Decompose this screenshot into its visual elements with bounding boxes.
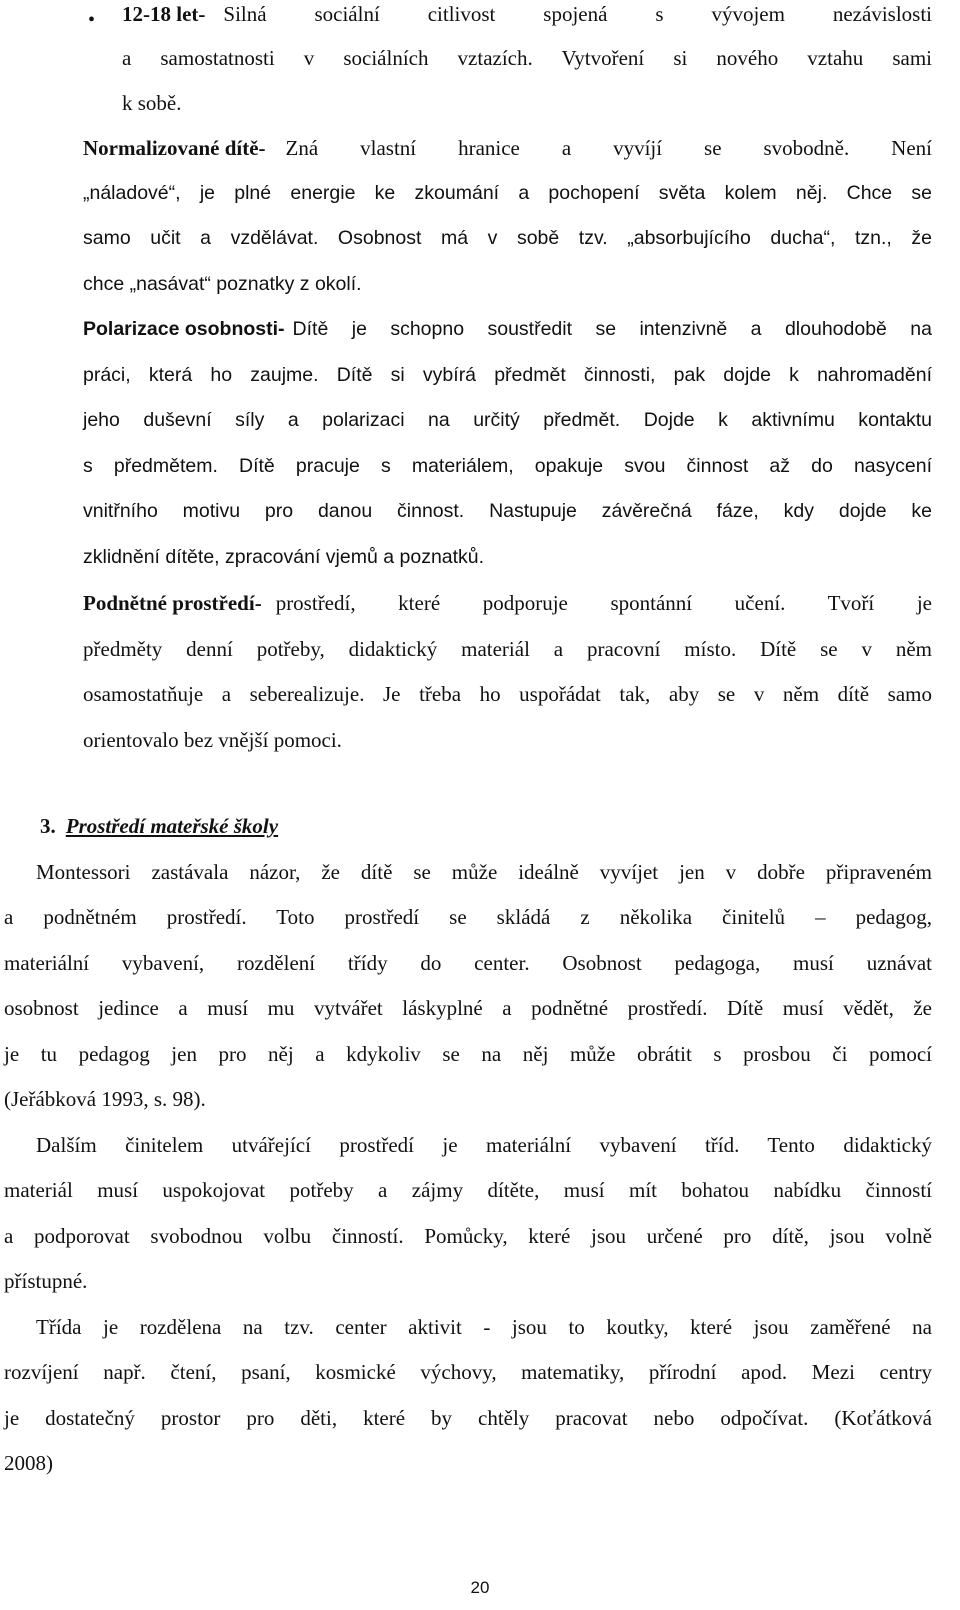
normalized-line-2: „náladové“, je plné energie ke zkoumání a pochopení světa kolem něj. Chce se [83, 182, 932, 204]
bullet-line-3: k sobě. [122, 91, 182, 115]
paragraph-1-line-3: materiální vybavení, rozdělení třídy do center. Osobnost pedagoga, musí uznávat [4, 951, 932, 975]
bullet-line-2: a samostatnosti v sociálních vztazích. Vytvoření si nového vztahu sami [122, 46, 932, 70]
environment-line-2: předměty denní potřeby, didaktický materiál a pracovní místo. Dítě se v něm [83, 637, 932, 661]
paragraph-2-line-1: Dalším činitelem utvářející prostředí je materiální vybavení tříd. Tento didaktický [36, 1133, 932, 1157]
environment-line-1 [83, 593, 932, 614]
bullet-line-1 [122, 4, 932, 25]
bullet-label: 12-18 let- [122, 2, 206, 26]
normalized-line-3: samo učit a vzdělávat. Osobnost má v sobě tzv. „absorbujícího ducha“, tzn., že [83, 227, 932, 249]
polarization-line-2: práci, která ho zaujme. Dítě si vybírá předmět činnosti, pak dojde k nahromadění [83, 364, 932, 386]
polarization-label: Polarizace osobnosti- [83, 318, 285, 340]
page-number: 20 [470, 1578, 490, 1597]
paragraph-1-line-5: je tu pedagog jen pro něj a kdykoliv se na něj může obrátit s prosbou či pomocí [4, 1042, 932, 1066]
section-number: 3. [40, 814, 56, 838]
paragraph-3-line-4: 2008) [4, 1451, 53, 1475]
environment-line-3: osamostatňuje a seberealizuje. Je třeba ho uspořádat tak, aby se v něm dítě samo [83, 682, 932, 706]
polarization-text-1: Dítě je schopno soustředit se intenzivně a dlouhodobě na [292, 318, 932, 340]
bullet-text-1: Silná sociální citlivost spojená s vývojem nezávislosti [223, 2, 932, 26]
normalized-line-4: chce „nasávat“ poznatky z okolí. [83, 273, 362, 295]
section-title: Prostředí mateřské školy [65, 814, 279, 838]
paragraph-1-line-1: Montessori zastávala názor, že dítě se může ideálně vyvíjet jen v dobře připraveném [36, 860, 932, 884]
paragraph-3-line-1: Třída je rozdělena na tzv. center aktivit - jsou to koutky, které jsou zaměřené na [36, 1315, 932, 1339]
paragraph-2-line-2: materiál musí uspokojovat potřeby a zájmy dítěte, musí mít bohatou nabídku činností [4, 1178, 932, 1202]
polarization-line-6: zklidnění dítěte, zpracování vjemů a poznatků. [83, 546, 485, 568]
polarization-line-4: s předmětem. Dítě pracuje s materiálem, opakuje svou činnost až do nasycení [83, 455, 932, 477]
paragraph-3-line-2: rozvíjení např. čtení, psaní, kosmické výchovy, matematiky, přírodní apod. Mezi centry [4, 1360, 932, 1384]
polarization-line-3: jeho duševní síly a polarizaci na určitý předmět. Dojde k aktivnímu kontaktu [83, 409, 932, 431]
paragraph-1-line-6: (Jeřábková 1993, s. 98). [4, 1087, 206, 1111]
normalized-label: Normalizované dítě- [83, 136, 266, 160]
normalized-text-1: Zná vlastní hranice a vyvíjí se svobodně. Není [285, 136, 932, 160]
paragraph-2-line-4: přístupné. [4, 1269, 88, 1293]
environment-label: Podnětné prostředí- [83, 591, 262, 615]
section-heading [40, 816, 278, 837]
environment-text-1: prostředí, které podporuje spontánní učení. Tvoří je [275, 591, 932, 615]
polarization-line-5: vnitřního motivu pro danou činnost. Nastupuje závěrečná fáze, kdy dojde ke [83, 500, 932, 522]
polarization-line-1 [83, 320, 932, 340]
paragraph-3-line-3: je dostatečný prostor pro děti, které by chtěly pracovat nebo odpočívat. (Koťátková [4, 1406, 932, 1430]
paragraph-2-line-3: a podporovat svobodnou volbu činností. Pomůcky, které jsou určené pro dítě, jsou volně [4, 1224, 932, 1248]
environment-line-4: orientovalo bez vnější pomoci. [83, 728, 342, 752]
bullet-icon: • [88, 9, 96, 31]
normalized-line-1 [83, 138, 932, 159]
paragraph-1-line-2: a podnětném prostředí. Toto prostředí se skládá z několika činitelů – pedagog, [4, 905, 932, 929]
paragraph-1-line-4: osobnost jedince a musí mu vytvářet láskyplné a podnětné prostředí. Dítě musí vědět, že [4, 996, 932, 1020]
